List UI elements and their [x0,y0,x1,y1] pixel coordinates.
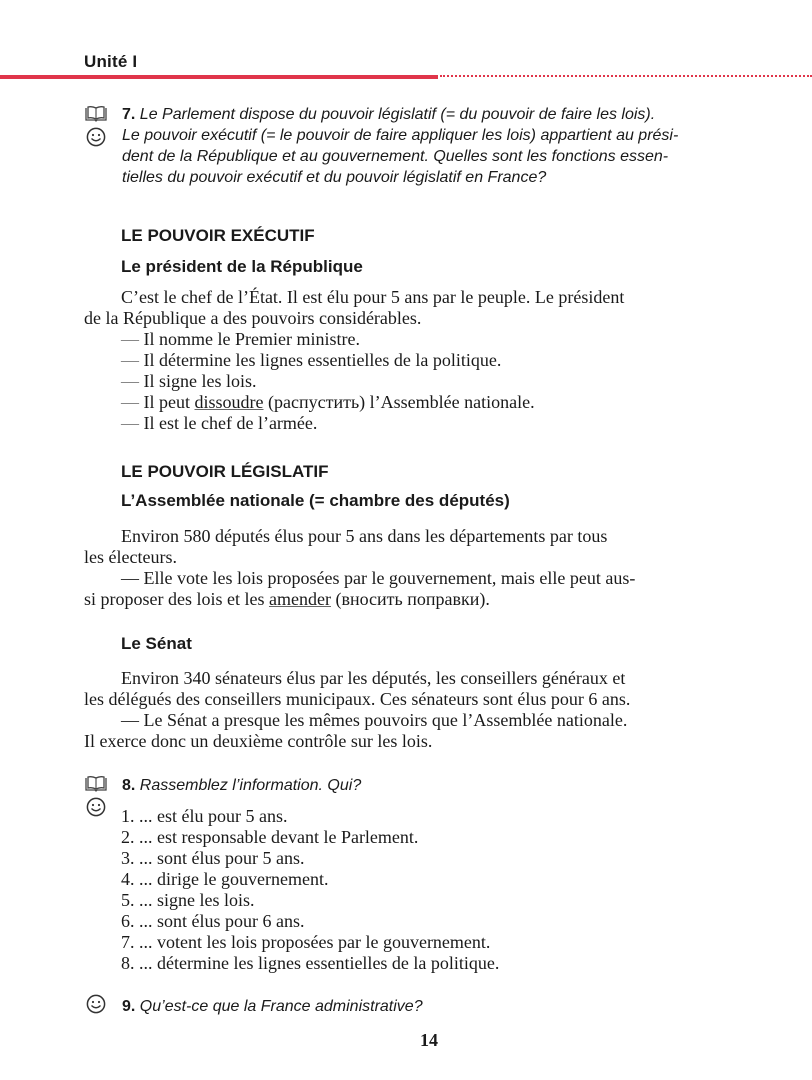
exercise-9-icons [85,994,111,1014]
paragraph-line: si proposer des lois et les amender (вносить поправки). [84,589,490,609]
list-item: 2. ... est responsable devant le Parlement. [121,827,419,847]
exercise-7 [122,104,678,188]
book-icon [85,776,107,792]
exercise-8-icons [85,776,111,817]
exercise-7-line: tielles du pouvoir exécutif et du pouvoir législatif en France? [122,169,547,186]
paragraph-line: les électeurs. [84,547,177,567]
list-item: 6. ... sont élus pour 6 ans. [121,911,305,931]
book-icon [85,106,107,122]
section-heading-legislative: LE POUVOIR LÉGISLATIF [121,462,329,481]
paragraph-line: Environ 340 sénateurs élus par les députés, les conseillers généraux et [121,668,626,688]
exercise-8-list [121,806,499,974]
smiley-icon [86,127,106,147]
paragraph-line: de la République a des pouvoirs considérables. [84,308,422,328]
list-item: — Il nomme le Premier ministre. [121,329,360,349]
exercise-7-icons [85,106,111,147]
list-item: 3. ... sont élus pour 5 ans. [121,848,305,868]
list-item: 4. ... dirige le gouvernement. [121,869,329,889]
exercise-9-number: 9. [122,998,136,1015]
list-item: 1. ... est élu pour 5 ans. [121,806,288,826]
exercise-7-line: Le Parlement dispose du pouvoir législatif (= du pouvoir de faire les lois). [139,106,656,123]
paragraph-line: C’est le chef de l’État. Il est élu pour 5 ans par le peuple. Le président [121,287,625,307]
paragraph-line: Environ 580 députés élus pour 5 ans dans les départements par tous [121,526,608,546]
unit-title: Unité I [84,52,138,71]
header-rule [0,75,438,79]
smiley-icon [86,797,106,817]
exercise-9-prompt: Qu’est-ce que la France administrative? [139,998,423,1015]
list-item: 8. ... détermine les lignes essentielles de la politique. [121,953,500,973]
exercise-9 [122,996,423,1017]
exercise-7-line: Le pouvoir exécutif (= le pouvoir de faire appliquer les lois) appartient au prési- [122,127,679,144]
list-item: — Il peut dissoudre (распустить) l’Assemblée nationale. [121,392,535,412]
list-item: — Il est le chef de l’armée. [121,413,318,433]
section-heading-executive: LE POUVOIR EXÉCUTIF [121,226,315,245]
list-item: 7. ... votent les lois proposées par le gouvernement. [121,932,491,952]
paragraph-line: les délégués des conseillers municipaux. Ces sénateurs sont élus pour 6 ans. [84,689,631,709]
paragraph-line: — Elle vote les lois proposées par le gouvernement, mais elle peut aus- [121,568,636,588]
exercise-8 [122,775,361,796]
smiley-icon [86,994,106,1014]
paragraph-line: Il exerce donc un deuxième contrôle sur les lois. [84,731,433,751]
exercise-7-number: 7. [122,106,136,123]
page-number: 14 [420,1030,438,1050]
exercise-7-line: dent de la République et au gouvernement. Quelles sont les fonctions essen- [122,148,669,165]
exercise-8-number: 8. [122,777,136,794]
list-item: — Il signe les lois. [121,371,257,391]
list-item: 5. ... signe les lois. [121,890,255,910]
header-dotted-rule [440,75,812,77]
underlined-term: amender [268,589,331,609]
exercise-8-prompt: Rassemblez l’information. Qui? [139,777,362,794]
subheading-president: Le président de la République [121,257,363,276]
subheading-senate: Le Sénat [121,634,192,653]
paragraph-line: — Le Sénat a presque les mêmes pouvoirs que l’Assemblée nationale. [121,710,628,730]
underlined-term: dissoudre [194,392,264,412]
list-item: — Il détermine les lignes essentielles de la politique. [121,350,502,370]
subheading-assembly: L’Assemblée nationale (= chambre des députés) [121,491,510,510]
